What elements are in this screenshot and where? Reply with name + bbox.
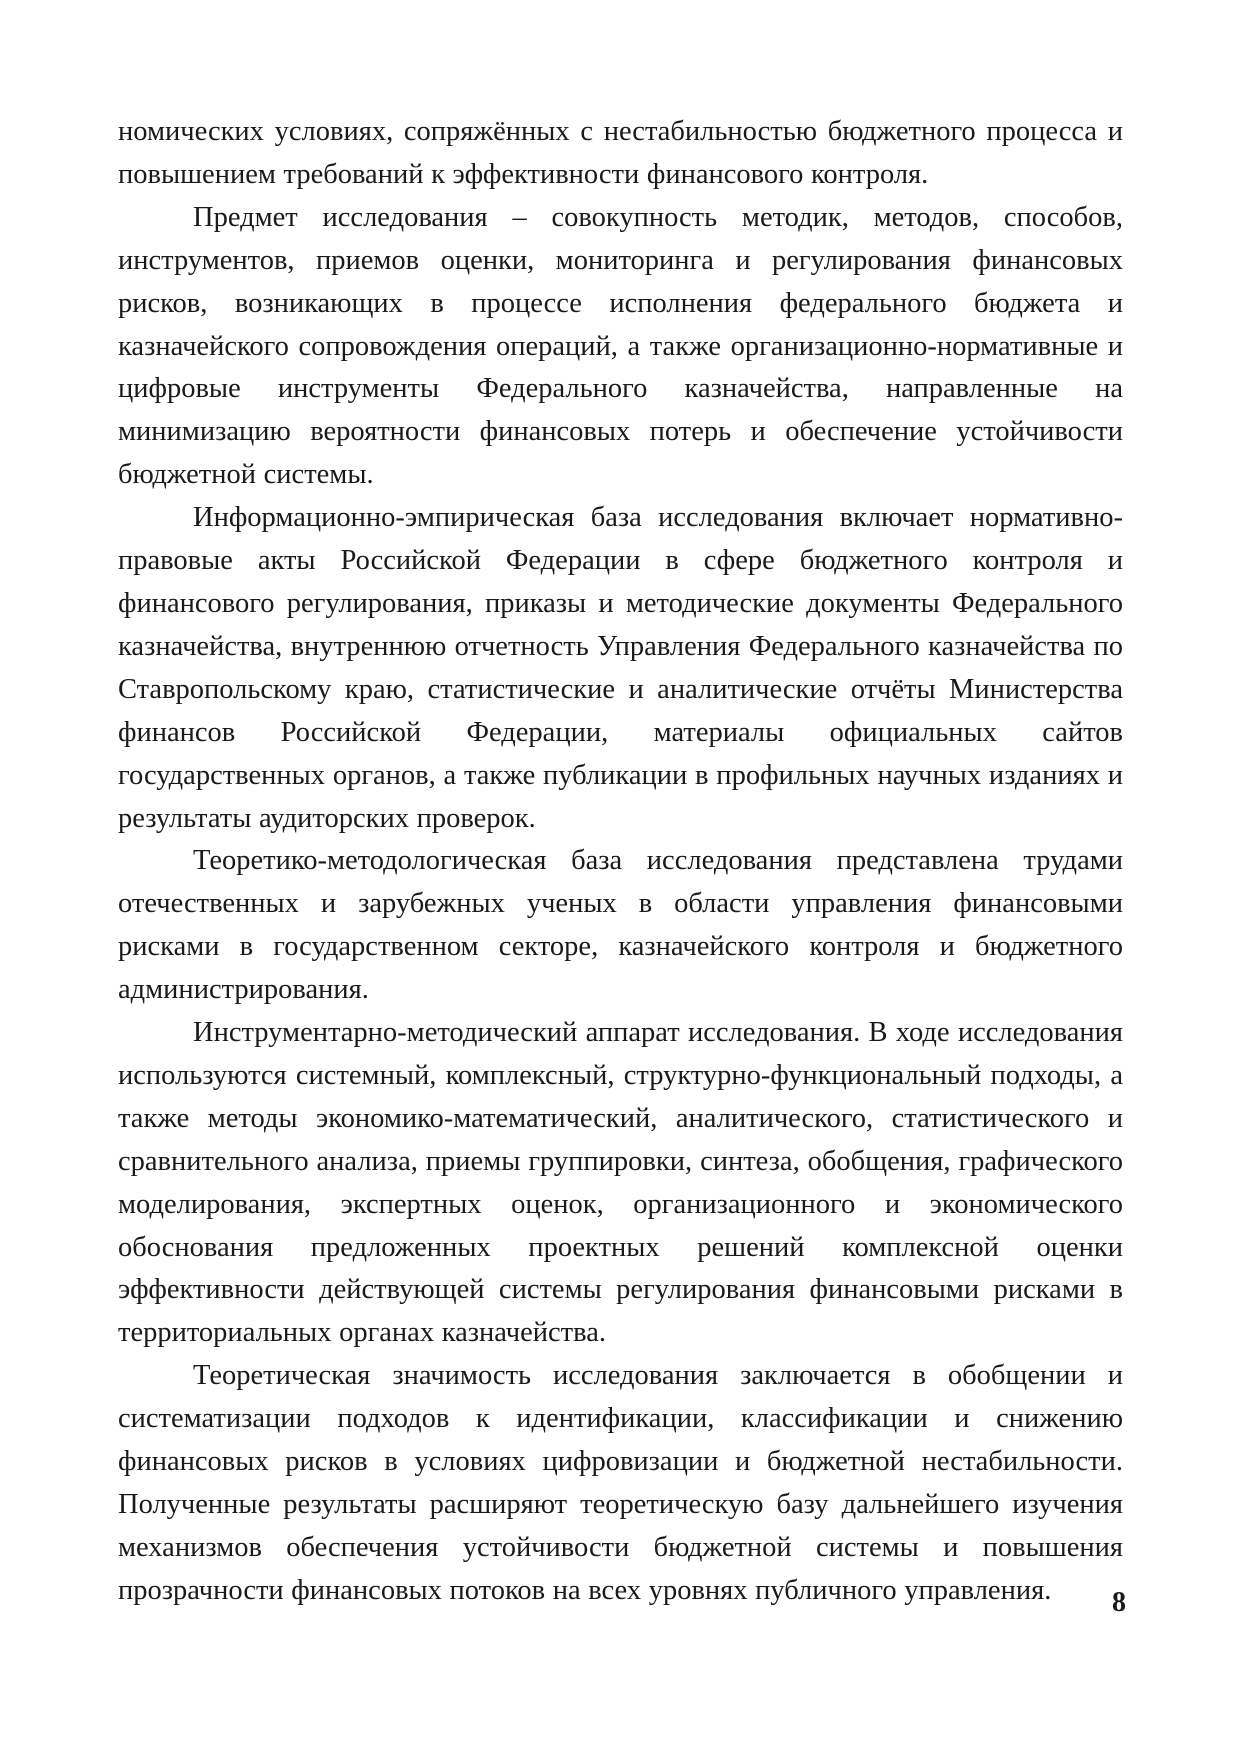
paragraph-research-methods: Инструментарно-методический аппарат исследования. В ходе исследования используются системный, комплексный, структурно-функциональный подходы, а также методы экономико-математический, аналитического, статистического и сравнительного анализа, приемы группировки, синтеза, обобщения, графического моделирования, экспертных оценок, организационного и экономического обоснования предложенных проектных решений комплексной оценки эффективности действующей системы регулирования финансовыми рисками в территориальных органах казначейства.	[118, 1017, 1123, 1349]
body-text	[118, 111, 1123, 1613]
page-number: 8	[1112, 1587, 1126, 1618]
paragraph-empirical-base: Информационно-эмпирическая база исследования включает нормативно-правовые акты Российской Федерации в сфере бюджетного контроля и финансового регулирования, приказы и методические документы Федерального казначейства, внутреннюю отчетность Управления Федерального казначейства по Ставропольскому краю, статистические и аналитические отчёты Министерства финансов Российской Федерации, материалы официальных сайтов государственных органов, а также публикации в профильных научных изданиях и результаты аудиторских проверок.	[118, 502, 1123, 834]
paragraph-research-subject: Предмет исследования – совокупность методик, методов, способов, инструментов, приемов оценки, мониторинга и регулирования финансовых рисков, возникающих в процессе исполнения федерального бюджета и казначейского сопровождения операций, а также организационно-нормативные и цифровые инструменты Федерального казначейства, направленные на минимизацию вероятности финансовых потерь и обеспечение устойчивости бюджетной системы.	[118, 201, 1123, 491]
paragraph-continuation: номических условиях, сопряжённых с нестабильностью бюджетного процесса и повышением требований к эффективности финансового контроля.	[118, 116, 1123, 190]
paragraph-methodological-base: Теоретико-методологическая база исследования представлена трудами отечественных и зарубежных ученых в области управления финансовыми рисками в государственном секторе, казначейского контроля и бюджетного администрирования.	[118, 845, 1123, 1006]
paragraph-theoretical-significance: Теоретическая значимость исследования заключается в обобщении и систематизации подходов к идентификации, классификации и снижению финансовых рисков в условиях цифровизации и бюджетной нестабильности. Полученные результаты расширяют теоретическую базу дальнейшего изучения механизмов обеспечения устойчивости бюджетной системы и повышения прозрачности финансовых потоков на всех уровнях публичного управления.	[118, 1360, 1123, 1606]
